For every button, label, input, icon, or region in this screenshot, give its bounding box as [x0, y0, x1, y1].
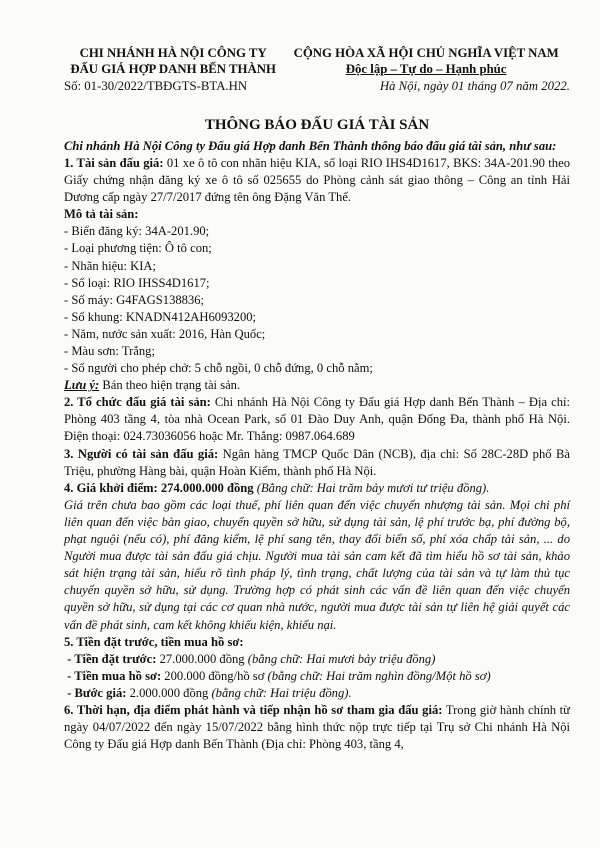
- section-6-label: 6. Thời hạn, địa điểm phát hành và tiếp nhận hồ sơ tham gia đấu giá:: [64, 702, 443, 717]
- list-item: - Số máy: G4FAGS138836;: [64, 292, 205, 307]
- document-number: Số: 01-30/2022/TBĐGTS-BTA.HN: [64, 79, 248, 94]
- list-item: - Biển đăng ký: 34A-201.90;: [64, 224, 210, 239]
- section-6: [64, 702, 570, 753]
- list-item: - Nhãn hiệu: KIA;: [64, 258, 156, 273]
- motto: Độc lập – Tự do – Hạnh phúc: [345, 61, 507, 76]
- section-4: [64, 480, 570, 497]
- section-6-text: Trong giờ hành chính từ ngày 04/07/2022 đến ngày 15/07/2022 bằng hình thức nộp trực tiếp tại Trụ sở Chi nhánh Hà Nội Công ty Đấu giá Hợp danh Bến Thành (Địa chỉ: Phòng 403, tầng 4,: [64, 702, 571, 752]
- section-5-row-words: (bằng chữ: Hai mươi bảy triệu đồng): [247, 651, 436, 666]
- section-5-row-value: 200.000 đồng/hồ sơ: [161, 668, 268, 683]
- section-5-row-words: (bằng chữ: Hai triệu đồng).: [211, 685, 352, 700]
- document-title: THÔNG BÁO ĐẤU GIÁ TÀI SẢN: [204, 116, 430, 133]
- section-3-label: 3. Người có tài sản đấu giá:: [64, 446, 219, 461]
- issuer-name-line2: ĐẤU GIÁ HỢP DANH BẾN THÀNH: [70, 61, 276, 76]
- document-header: [64, 46, 570, 95]
- section-5-row-label: - Bước giá:: [67, 685, 127, 700]
- section-1: [64, 155, 570, 206]
- issue-date: Hà Nội, ngày 01 tháng 07 năm 2022.: [379, 79, 570, 94]
- national-motto-block: [282, 46, 570, 95]
- asset-note-text: Bán theo hiện trạng tài sản.: [99, 378, 241, 393]
- section-3: [64, 446, 570, 480]
- section-5-row-value: 2.000.000 đồng: [126, 685, 212, 700]
- issuer-block: [64, 46, 282, 95]
- list-item: - Loại phương tiện: Ô tô con;: [64, 241, 212, 256]
- section-5-row-label: - Tiền mua hồ sơ:: [67, 668, 162, 683]
- section-4-words: (Bằng chữ: Hai trăm bảy mươi tư triệu đồng).: [253, 480, 490, 495]
- section-4-label: 4. Giá khởi điểm: 274.000.000 đồng: [64, 480, 254, 495]
- nation-name: CỘNG HÒA XÃ HỘI CHỦ NGHĨA VIỆT NAM: [293, 46, 559, 60]
- section-5-row: [64, 685, 570, 702]
- section-5-row: [64, 668, 570, 685]
- asset-note-label: Lưu ý:: [64, 378, 100, 393]
- asset-description-label: Mô tả tài sản:: [64, 207, 139, 222]
- section-3-text: Ngân hàng TMCP Quốc Dân (NCB), địa chỉ: Số 28C-28D phố Bà Triệu, phường Hàng bài, quận Hoàn Kiếm, thành phố Hà Nội.: [64, 446, 570, 478]
- issuer-name-line1: CHI NHÁNH HÀ NỘI CÔNG TY: [79, 46, 267, 60]
- section-2-label: 2. Tổ chức đấu giá tài sản:: [64, 395, 211, 410]
- section-5-row-value: 27.000.000 đồng: [156, 651, 248, 666]
- section-2-text: Chi nhánh Hà Nội Công ty Đấu giá Hợp danh Bến Thành – Địa chỉ: Phòng 403 tầng 4, tòa nhà Ocean Park, số 01 Đào Duy Anh, quận Đống Đa, thành phố Hà Nội. Điện thoại: 024.73036056 hoặc Mr. Thắng: 0987.064.689: [64, 395, 570, 444]
- section-5-row: [64, 651, 570, 668]
- asset-note: [64, 377, 570, 394]
- list-item: - Số loại: RIO IHSS4D1617;: [64, 275, 210, 290]
- lead-paragraph: Chi nhánh Hà Nội Công ty Đấu giá Hợp danh Bến Thành thông báo đấu giá tài sản, như sau:: [64, 138, 557, 153]
- section-5-row-words: (bằng chữ: Hai trăm nghìn đồng/Một hồ sơ): [267, 668, 491, 683]
- section-5-row-label: - Tiền đặt trước:: [67, 651, 157, 666]
- section-1-label: 1. Tài sản đấu giá:: [64, 155, 164, 170]
- section-4-note: Giá trên chưa bao gồm các loại thuế, phí liên quan đến việc chuyển nhượng tài sản. Mọi chi phí liên quan đến việc bàn giao, chuyển quyền sở hữu, sử dụng tài sản, lệ phí trước bạ, phí đường bộ, phạt nguội (nếu có), phí đăng kiểm, lệ phí sang tên, thay đổi biển số, phí xóa chấp tài sản, ... do Người mua được tài sản đấu giá chịu. Người mua tài sản cam kết đã tìm hiểu hồ sơ tài sản, khảo sát hiện trạng tài sản, hiểu rõ tình pháp lý, tình trạng, chất lượng của tài sản và tự làm thủ tục chuyển quyền sở hữu, sử dụng. Trường hợp có phát sinh các vấn đề liên quan đến việc chuyển quyền sở hữu, sử dụng tại các cơ quan nhà nước, người mua được tài sản tự liên hệ giải quyết các vấn đề phát sinh, cam kết không khiếu kiện, khiếu nại.: [64, 497, 570, 632]
- section-1-text: 01 xe ô tô con nhãn hiệu KIA, số loại RIO IHS4D1617, BKS: 34A-201.90 theo Giấy chứng nhận đăng ký xe ô tô số 025655 do Phòng cảnh sát giao thông – Công an tỉnh Hải Dương cấp ngày 27/7/2017 đứng tên ông Đặng Văn Thế.: [64, 155, 570, 205]
- list-item: - Số người cho phép chở: 5 chỗ ngồi, 0 chỗ đứng, 0 chỗ nằm;: [64, 361, 373, 376]
- section-2: [64, 394, 570, 445]
- section-5-label: 5. Tiền đặt trước, tiền mua hồ sơ:: [64, 634, 244, 649]
- asset-description-list: [64, 223, 570, 377]
- list-item: - Màu sơn: Trắng;: [64, 344, 155, 358]
- list-item: - Số khung: KNADN412AH6093200;: [64, 309, 257, 324]
- list-item: - Năm, nước sản xuất: 2016, Hàn Quốc;: [64, 326, 266, 341]
